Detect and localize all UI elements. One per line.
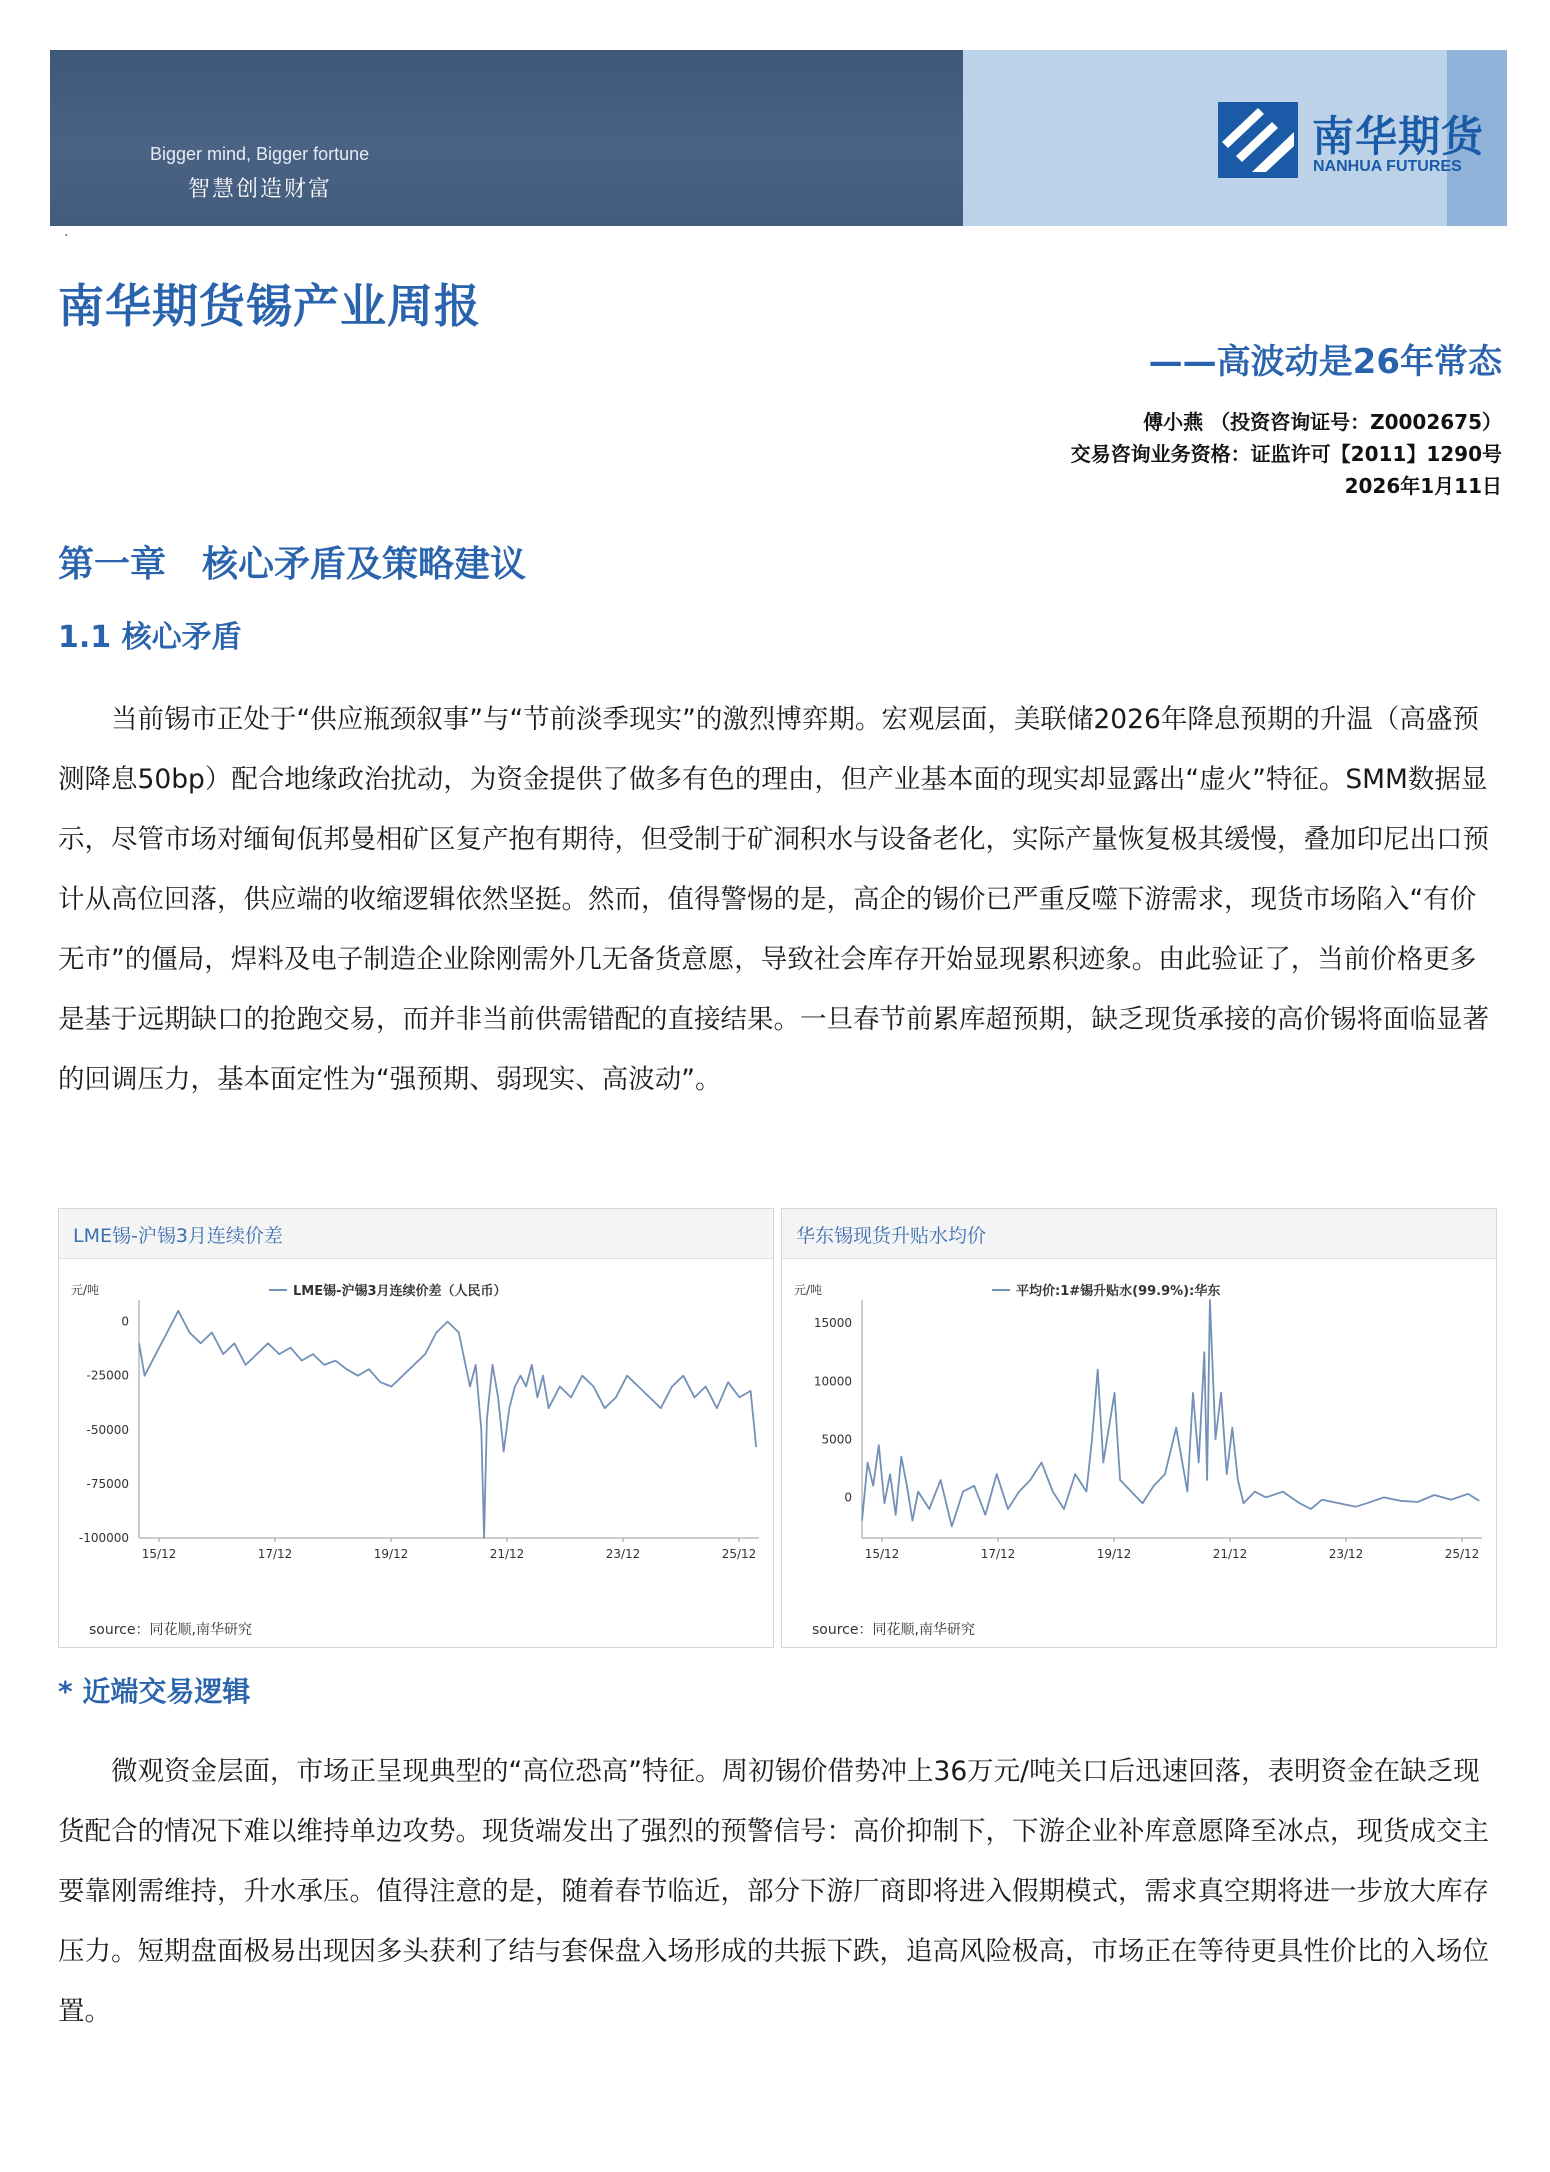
series-line	[139, 1311, 756, 1538]
chart-east-china-premium	[782, 1260, 1496, 1590]
x-tick-label: 25/12	[721, 1547, 757, 1561]
chart-panel-premium	[781, 1208, 1497, 1648]
header-banner	[50, 50, 1507, 226]
chart-panel-title: LME锡-沪锡3月连续价差	[59, 1209, 773, 1259]
divider-dot: ·	[64, 228, 69, 244]
y-tick-label: -75000	[86, 1476, 129, 1491]
chapter-title: 第一章 核心矛盾及策略建议	[58, 544, 527, 585]
x-tick-label: 17/12	[980, 1547, 1016, 1561]
report-title: 南华期货锡产业周报	[58, 279, 481, 333]
logo-text-cn: 南华期货	[1312, 112, 1485, 161]
section-title: 1.1 核心矛盾	[58, 620, 242, 655]
y-axis-unit: 元/吨	[71, 1283, 100, 1297]
chart-lme-spread	[59, 1260, 773, 1590]
legend-label: 平均价:1#锡升贴水(99.9%):华东	[1016, 1284, 1221, 1299]
y-tick-label: -25000	[86, 1368, 129, 1383]
y-tick-label: -50000	[86, 1422, 129, 1437]
logo-text-en: NANHUA FUTURES	[1313, 158, 1462, 175]
legend-label: LME锡-沪锡3月连续价差（人民币）	[293, 1284, 507, 1299]
chart-panel-lme-spread	[58, 1208, 774, 1648]
y-tick-label: 0	[844, 1490, 852, 1505]
x-tick-label: 19/12	[373, 1547, 409, 1561]
nanhua-logo-icon	[1218, 102, 1298, 178]
y-tick-label: -100000	[78, 1531, 129, 1545]
chart-source: source：同花顺,南华研究	[812, 1622, 975, 1638]
chart-source: source：同花顺,南华研究	[89, 1622, 252, 1638]
y-tick-label: 15000	[813, 1316, 852, 1331]
report-date: 2026年1月11日	[1344, 474, 1502, 498]
report-subtitle: ——高波动是26年常态	[1148, 342, 1502, 382]
y-tick-label: 5000	[821, 1432, 852, 1447]
y-tick-label: 10000	[813, 1374, 852, 1389]
x-tick-label: 19/12	[1096, 1547, 1132, 1561]
x-tick-label: 21/12	[1212, 1547, 1248, 1561]
x-tick-label: 25/12	[1444, 1547, 1480, 1561]
slogan-en: Bigger mind, Bigger fortune	[150, 144, 370, 164]
report-license: 交易咨询业务资格：证监许可【2011】1290号	[1070, 442, 1502, 466]
paragraph-core-conflict: 当前锡市正处于“供应瓶颈叙事”与“节前淡季现实”的激烈博弈期。宏观层面，美联储2026年降息预期的升温（高盛预测降息50bp）配合地缘政治扰动，为资金提供了做多有色的理由，但产业基本面的现实却显露出“虚火”特征。SMM数据显示，尽管市场对缅甸佤邦曼相矿区复产抱有期待，但受制于矿洞积水与设备老化，实际产量恢复极其缓慢，叠加印尼出口预计从高位回落，供应端的收缩逻辑依然坚挺。然而，值得警惕的是，高企的锡价已严重反噬下游需求，现货市场陷入“有价无市”的僵局，焊料及电子制造企业除刚需外几无备货意愿，导致社会库存开始显现累积迹象。由此验证了，当前价格更多是基于远期缺口的抢跑交易，而并非当前供需错配的直接结果。一旦春节前累库超预期，缺乏现货承接的高价锡将面临显著的回调压力，基本面定性为“强预期、弱现实、高波动”。	[58, 704, 1489, 1095]
x-tick-label: 17/12	[257, 1547, 293, 1561]
x-tick-label: 23/12	[605, 1547, 641, 1561]
banner-left-panel	[50, 50, 963, 226]
y-tick-label: 0	[121, 1314, 129, 1329]
report-author: 傅小燕 （投资咨询证号：Z0002675）	[1143, 410, 1502, 434]
y-axis-unit: 元/吨	[794, 1283, 823, 1297]
paragraph-near-term-logic: 微观资金层面，市场正呈现典型的“高位恐高”特征。周初锡价借势冲上36万元/吨关口后迅速回落，表明资金在缺乏现货配合的情况下难以维持单边攻势。现货端发出了强烈的预警信号：高价抑制下，下游企业补库意愿降至冰点，现货成交主要靠刚需维持，升水承压。值得注意的是，随着春节临近，部分下游厂商即将进入假期模式，需求真空期将进一步放大库存压力。短期盘面极易出现因多头获利了结与套保盘入场形成的共振下跌，追高风险极高，市场正在等待更具性价比的入场位置。	[58, 1756, 1489, 2027]
slogan-cn: 智慧创造财富	[188, 177, 333, 202]
series-line	[862, 1300, 1479, 1526]
x-tick-label: 23/12	[1328, 1547, 1364, 1561]
x-tick-label: 21/12	[489, 1547, 525, 1561]
subsection-title: * 近端交易逻辑	[58, 1675, 251, 1708]
chart-panel-title: 华东锡现货升贴水均价	[782, 1209, 1496, 1259]
x-tick-label: 15/12	[864, 1547, 900, 1561]
x-tick-label: 15/12	[141, 1547, 177, 1561]
